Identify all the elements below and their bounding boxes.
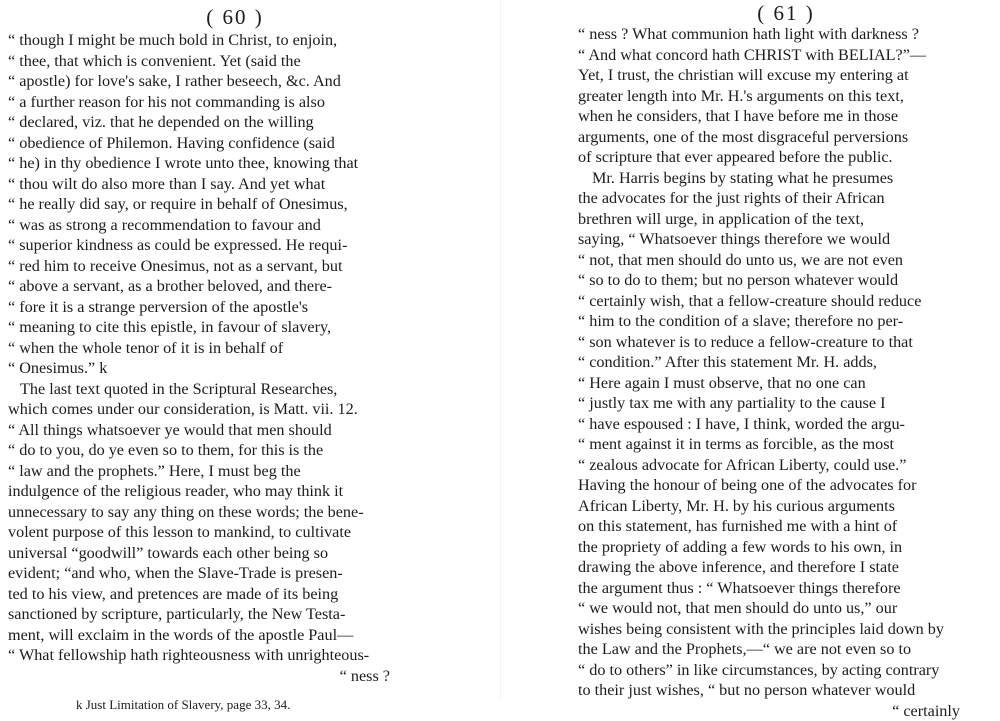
text-line: “ All things whatsoever ye would that men should: [0, 420, 430, 441]
text-line: when he considers, that I have before me in those: [572, 106, 1000, 127]
text-line: wishes being consistent with the principles laid down by: [572, 619, 1000, 640]
gutter-divider: [500, 0, 501, 700]
text-line: greater length into Mr. H.'s arguments on this text,: [572, 86, 1000, 107]
text-line: “ we would not, that men should do unto us,” our: [572, 598, 1000, 619]
text-line: “ What fellowship hath righteousness with unrighteous-: [0, 645, 430, 666]
text-line: “ fore it is a strange perversion of the apostle's: [0, 297, 430, 318]
text-line: the advocates for the just rights of their African: [572, 188, 1000, 209]
text-line: “ zealous advocate for African Liberty, could use.”: [572, 455, 1000, 476]
text-line: “ he really did say, or require in behalf of Onesimus,: [0, 194, 430, 215]
text-line: the propriety of adding a few words to his own, in: [572, 537, 1000, 558]
text-line: “ above a servant, as a brother beloved, and there-: [0, 276, 430, 297]
text-line: “ was as strong a recommendation to favour and: [0, 215, 430, 236]
text-line: “ ness ? What communion hath light with darkness ?: [572, 24, 1000, 45]
text-line: “ certainly wish, that a fellow-creature should reduce: [572, 291, 1000, 312]
text-line: volent purpose of this lesson to mankind, to cultivate: [0, 522, 430, 543]
text-line: “ apostle) for love's sake, I rather beseech, &c. And: [0, 71, 430, 92]
text-line: ted to his view, and pretences are made of its being: [0, 584, 430, 605]
text-line: universal “goodwill” towards each other being so: [0, 543, 430, 564]
text-line: “ have espoused : I have, I think, worded the argu-: [572, 414, 1000, 435]
text-line: “ not, that men should do unto us, we are not even: [572, 250, 1000, 271]
text-line: indulgence of the religious reader, who may think it: [0, 481, 430, 502]
text-line: “ do to others” in like circumstances, by acting contrary: [572, 660, 1000, 681]
text-line: “ thee, that which is convenient. Yet (said the: [0, 51, 430, 72]
text-line: African Liberty, Mr. H. by his curious arguments: [572, 496, 1000, 517]
right-page-text: [572, 24, 1000, 721]
left-page: [0, 0, 430, 700]
text-line: “ red him to receive Onesimus, not as a servant, but: [0, 256, 430, 277]
text-line: drawing the above inference, and therefore I state: [572, 557, 1000, 578]
text-line: sanctioned by scripture, particularly, the New Testa-: [0, 604, 430, 625]
text-line: on this statement, has furnished me with a hint of: [572, 516, 1000, 537]
text-line: “ so to do to them; but no person whatever would: [572, 270, 1000, 291]
text-line: “ justly tax me with any partiality to the cause I: [572, 393, 1000, 414]
text-line: “ meaning to cite this epistle, in favour of slavery,: [0, 317, 430, 338]
text-line: of scripture that ever appeared before the public.: [572, 147, 1000, 168]
text-line: Having the honour of being one of the advocates for: [572, 475, 1000, 496]
text-line: “ he) in thy obedience I wrote unto thee, knowing that: [0, 153, 430, 174]
text-line: “ do to you, do ye even so to them, for this is the: [0, 440, 430, 461]
text-line: brethren will urge, in application of the text,: [572, 209, 1000, 230]
text-line: “ thou wilt do also more than I say. And yet what: [0, 174, 430, 195]
text-line: “ declared, viz. that he depended on the willing: [0, 112, 430, 133]
text-line: ment, will exclaim in the words of the apostle Paul—: [0, 625, 430, 646]
text-line: “ though I might be much bold in Christ, to enjoin,: [0, 30, 430, 51]
text-line: evident; “and who, when the Slave-Trade is presen-: [0, 563, 430, 584]
text-line: Mr. Harris begins by stating what he presumes: [572, 168, 1000, 189]
text-line: which comes under our consideration, is Matt. vii. 12.: [0, 399, 430, 420]
text-line: “ son whatever is to reduce a fellow-creature to that: [572, 332, 1000, 353]
text-line: “ ness ?: [0, 666, 430, 687]
footnote: k Just Limitation of Slavery, page 33, 34.: [0, 696, 430, 714]
text-line: “ Here again I must observe, that no one can: [572, 373, 1000, 394]
text-line: to their just wishes, “ but no person whatever would: [572, 680, 1000, 701]
right-page: [572, 0, 1000, 700]
text-line: the Law and the Prophets,—“ we are not even so to: [572, 639, 1000, 660]
text-line: “ certainly: [572, 701, 1000, 721]
text-line: “ condition.” After this statement Mr. H. adds,: [572, 352, 1000, 373]
text-line: “ when the whole tenor of it is in behalf of: [0, 338, 430, 359]
text-line: The last text quoted in the Scriptural Researches,: [0, 379, 430, 400]
text-line: “ a further reason for his not commanding is also: [0, 92, 430, 113]
text-line: Yet, I trust, the christian will excuse my entering at: [572, 65, 1000, 86]
text-line: “ ment against it in terms as forcible, as the most: [572, 434, 1000, 455]
text-line: “ And what concord hath CHRIST with BELIAL?”—: [572, 45, 1000, 66]
left-page-text: [0, 30, 430, 686]
text-line: “ superior kindness as could be expressed. He requi-: [0, 235, 430, 256]
right-page-number: ( 61 ): [572, 0, 1000, 26]
text-line: “ obedience of Philemon. Having confidence (said: [0, 133, 430, 154]
text-line: saying, “ Whatsoever things therefore we would: [572, 229, 1000, 250]
text-line: unnecessary to say any thing on these words; the bene-: [0, 502, 430, 523]
text-line: “ law and the prophets.” Here, I must beg the: [0, 461, 430, 482]
text-line: arguments, one of the most disgraceful perversions: [572, 127, 1000, 148]
text-line: “ Onesimus.” k: [0, 358, 430, 379]
left-page-number: ( 60 ): [0, 4, 430, 30]
text-line: “ him to the condition of a slave; therefore no per-: [572, 311, 1000, 332]
text-line: the argument thus : “ Whatsoever things therefore: [572, 578, 1000, 599]
